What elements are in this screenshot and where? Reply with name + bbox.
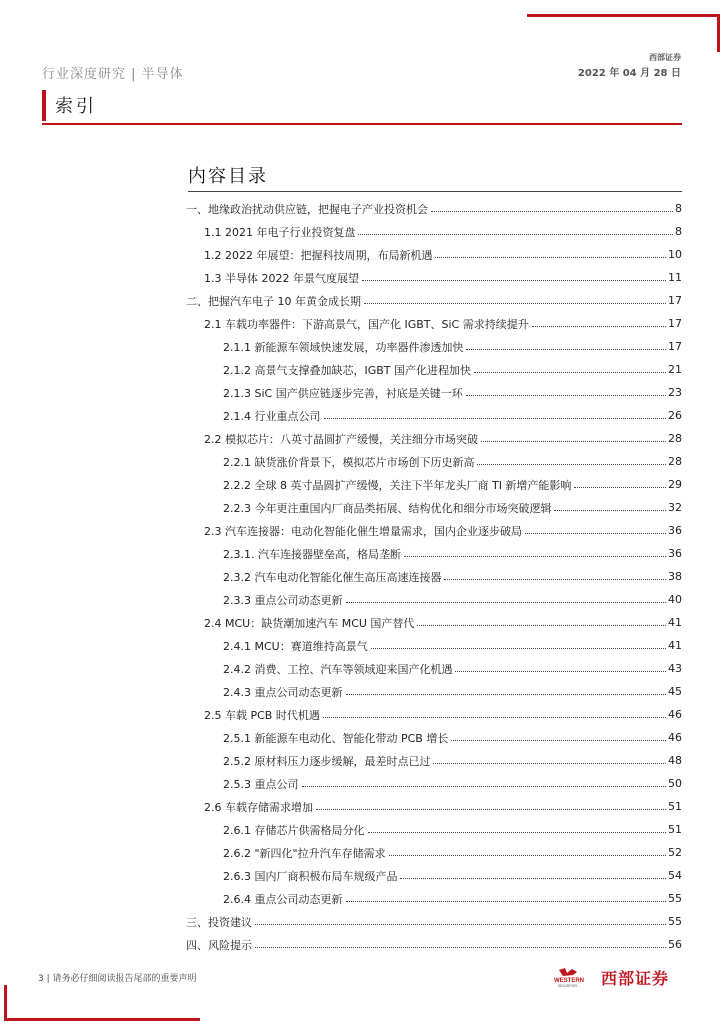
toc-entry-label: 2.4.3 重点公司动态更新 bbox=[223, 685, 343, 699]
corner-decoration-bottom-vertical bbox=[4, 985, 7, 1021]
toc-entry-page: 26 bbox=[668, 409, 682, 422]
section-title: 索引 bbox=[55, 96, 97, 117]
toc-entry-page: 43 bbox=[668, 662, 682, 675]
toc-entry[interactable] bbox=[186, 496, 682, 519]
toc-entry-page: 52 bbox=[668, 846, 682, 859]
toc-dot-leader bbox=[451, 740, 666, 741]
toc-dot-leader bbox=[316, 809, 666, 810]
toc-dot-leader bbox=[346, 694, 667, 695]
toc-entry-page: 29 bbox=[668, 478, 682, 491]
toc-entry[interactable] bbox=[186, 220, 682, 243]
toc-dot-leader bbox=[444, 579, 666, 580]
toc-entry-page: 8 bbox=[675, 202, 682, 215]
toc-entry[interactable] bbox=[186, 266, 682, 289]
toc-entry-page: 46 bbox=[668, 708, 682, 721]
toc-entry-page: 51 bbox=[668, 823, 682, 836]
toc-entry-page: 55 bbox=[668, 915, 682, 928]
toc-entry[interactable] bbox=[186, 312, 682, 335]
toc-entry[interactable] bbox=[186, 335, 682, 358]
toc-entry[interactable] bbox=[186, 772, 682, 795]
toc-dot-leader bbox=[255, 924, 666, 925]
toc-entry-page: 46 bbox=[668, 731, 682, 744]
corner-decoration-bottom bbox=[4, 1018, 200, 1021]
toc-dot-leader bbox=[371, 648, 666, 649]
logo-small-text: WESTERN bbox=[554, 978, 584, 984]
toc-dot-leader bbox=[455, 671, 666, 672]
toc-dot-leader bbox=[324, 418, 667, 419]
toc-entry[interactable] bbox=[186, 197, 682, 220]
toc-dot-leader bbox=[404, 556, 666, 557]
toc-entry[interactable] bbox=[186, 358, 682, 381]
toc-dot-leader bbox=[435, 257, 666, 258]
toc-entry[interactable] bbox=[186, 243, 682, 266]
toc-entry[interactable] bbox=[186, 910, 682, 933]
toc-entry-label: 2.1.4 行业重点公司 bbox=[223, 409, 321, 423]
toc-dot-leader bbox=[368, 832, 667, 833]
toc-entry-label: 2.3.3 重点公司动态更新 bbox=[223, 593, 343, 607]
toc-entry-label: 二、把握汽车电子 10 年黄金成长期 bbox=[186, 294, 361, 308]
toc-entry[interactable] bbox=[186, 657, 682, 680]
toc-entry[interactable] bbox=[186, 450, 682, 473]
toc-dot-leader bbox=[554, 510, 666, 511]
toc-dot-leader bbox=[362, 280, 666, 281]
toc-dot-leader bbox=[346, 602, 667, 603]
logo-text: 西部证券 bbox=[601, 969, 670, 988]
toc-entry-page: 48 bbox=[668, 754, 682, 767]
toc-entry-label: 2.4.1 MCU：赛道维持高景气 bbox=[223, 639, 368, 653]
header-brand: 西部证券 bbox=[649, 53, 681, 62]
toc-entry-page: 8 bbox=[675, 225, 682, 238]
toc-entry-label: 2.6 车载存储需求增加 bbox=[204, 800, 313, 814]
toc-entry-label: 三、投资建议 bbox=[186, 915, 252, 929]
toc-entry-page: 17 bbox=[668, 294, 682, 307]
toc-entry[interactable] bbox=[186, 887, 682, 910]
toc-entry[interactable] bbox=[186, 749, 682, 772]
toc-entry[interactable] bbox=[186, 611, 682, 634]
toc-dot-leader bbox=[532, 326, 666, 327]
toc-entry-page: 17 bbox=[668, 317, 682, 330]
toc-entry-page: 40 bbox=[668, 593, 682, 606]
toc-entry-label: 2.5.2 原材料压力逐步缓解，最差时点已过 bbox=[223, 754, 431, 768]
toc-dot-leader bbox=[302, 786, 667, 787]
toc-entry-page: 21 bbox=[668, 363, 682, 376]
toc-dot-leader bbox=[364, 303, 666, 304]
report-category: 行业深度研究 | 半导体 bbox=[42, 67, 184, 82]
toc-entry-page: 11 bbox=[668, 271, 682, 284]
toc-entry-label: 1.1 2021 年电子行业投资复盘 bbox=[204, 225, 356, 239]
toc-entry[interactable] bbox=[186, 289, 682, 312]
toc-entry-page: 41 bbox=[668, 639, 682, 652]
toc-dot-leader bbox=[346, 901, 667, 902]
toc-dot-leader bbox=[400, 878, 666, 879]
toc-entry-label: 2.2.2 全球 8 英寸晶圆扩产缓慢，关注下半年龙头厂商 TI 新增产能影响 bbox=[223, 478, 572, 492]
toc-entry-label: 2.1.2 高景气支撑叠加缺芯，IGBT 国产化进程加快 bbox=[223, 363, 472, 377]
toc-entry[interactable] bbox=[186, 404, 682, 427]
toc-entry-label: 2.6.4 重点公司动态更新 bbox=[223, 892, 343, 906]
toc-dot-leader bbox=[477, 464, 666, 465]
toc-entry-label: 2.6.2 "新四化"拉升汽车存储需求 bbox=[223, 846, 386, 860]
toc-entry-label: 2.1.3 SiC 国产供应链逐步完善，衬底是关键一环 bbox=[223, 386, 463, 400]
section-marker bbox=[42, 90, 46, 121]
toc-entry[interactable] bbox=[186, 726, 682, 749]
toc-dot-leader bbox=[417, 625, 666, 626]
toc-entry[interactable] bbox=[186, 680, 682, 703]
toc-dot-leader bbox=[431, 211, 673, 212]
footer-text bbox=[38, 971, 197, 984]
toc-entry-page: 38 bbox=[668, 570, 682, 583]
toc-entry-label: 2.3 汽车连接器：电动化智能化催生增量需求，国内企业逐步破局 bbox=[204, 524, 522, 538]
toc-entry-label: 2.4 MCU：缺货潮加速汽车 MCU 国产替代 bbox=[204, 616, 415, 630]
toc-entry-label: 2.2.3 今年更注重国内厂商品类拓展、结构优化和细分市场突破逻辑 bbox=[223, 501, 552, 515]
toc-entry-page: 28 bbox=[668, 432, 682, 445]
toc-entry-page: 50 bbox=[668, 777, 682, 790]
toc-dot-leader bbox=[525, 533, 666, 534]
toc-entry[interactable] bbox=[186, 703, 682, 726]
footer-disclaimer: 请务必仔细阅读报告尾部的重要声明 bbox=[52, 974, 197, 984]
toc-dot-leader bbox=[474, 372, 666, 373]
toc-entry-label: 1.3 半导体 2022 年景气度展望 bbox=[204, 271, 359, 285]
toc-entry-label: 1.2 2022 年展望：把握科技周期，布局新机遇 bbox=[204, 248, 433, 262]
toc-entry[interactable] bbox=[186, 542, 682, 565]
toc-entry-label: 2.5.3 重点公司 bbox=[223, 777, 299, 791]
western-logo-icon bbox=[553, 966, 597, 988]
toc-entry[interactable] bbox=[186, 795, 682, 818]
toc-entry-label: 四、风险提示 bbox=[186, 938, 252, 952]
toc-title: 内容目录 bbox=[188, 166, 268, 187]
toc-dot-leader bbox=[255, 947, 666, 948]
corner-decoration-top-vertical bbox=[717, 14, 720, 52]
toc-entry-label: 2.1.1 新能源车领域快速发展，功率器件渗透加快 bbox=[223, 340, 464, 354]
toc-entry-page: 36 bbox=[668, 524, 682, 537]
company-logo bbox=[553, 966, 685, 988]
toc-entry-page: 17 bbox=[668, 340, 682, 353]
toc-dot-leader bbox=[466, 349, 666, 350]
toc-entry-label: 2.6.3 国内厂商积极布局车规级产品 bbox=[223, 869, 398, 883]
table-of-contents bbox=[186, 197, 682, 956]
toc-entry[interactable] bbox=[186, 841, 682, 864]
toc-entry-page: 51 bbox=[668, 800, 682, 813]
section-divider bbox=[42, 123, 682, 125]
toc-entry-label: 2.5.1 新能源车电动化、智能化带动 PCB 增长 bbox=[223, 731, 449, 745]
toc-entry-label: 2.3.1. 汽车连接器壁垒高，格局垄断 bbox=[223, 547, 401, 561]
toc-entry[interactable] bbox=[186, 381, 682, 404]
toc-divider bbox=[188, 191, 682, 192]
toc-entry-label: 2.1 车载功率器件：下游高景气，国产化 IGBT、SiC 需求持续提升 bbox=[204, 317, 529, 331]
toc-dot-leader bbox=[466, 395, 666, 396]
toc-entry-label: 2.4.2 消费、工控、汽车等领域迎来国产化机遇 bbox=[223, 662, 453, 676]
toc-dot-leader bbox=[358, 234, 673, 235]
toc-entry-label: 2.6.1 存储芯片供需格局分化 bbox=[223, 823, 365, 837]
toc-entry-page: 55 bbox=[668, 892, 682, 905]
toc-entry-page: 56 bbox=[668, 938, 682, 951]
toc-entry-page: 32 bbox=[668, 501, 682, 514]
toc-entry[interactable] bbox=[186, 427, 682, 450]
toc-entry[interactable] bbox=[186, 519, 682, 542]
toc-entry[interactable] bbox=[186, 565, 682, 588]
toc-entry-page: 45 bbox=[668, 685, 682, 698]
toc-entry[interactable] bbox=[186, 864, 682, 887]
toc-entry-page: 36 bbox=[668, 547, 682, 560]
toc-entry[interactable] bbox=[186, 473, 682, 496]
report-date: 2022 年 04 月 28 日 bbox=[577, 68, 681, 79]
footer-separator: | bbox=[46, 974, 53, 984]
toc-entry[interactable] bbox=[186, 634, 682, 657]
toc-entry[interactable] bbox=[186, 933, 682, 956]
toc-entry-label: 2.3.2 汽车电动化智能化催生高压高速连接器 bbox=[223, 570, 442, 584]
toc-entry-page: 54 bbox=[668, 869, 682, 882]
toc-entry-page: 28 bbox=[668, 455, 682, 468]
toc-entry-label: 2.2.1 缺货涨价背景下，模拟芯片市场创下历史新高 bbox=[223, 455, 475, 469]
toc-dot-leader bbox=[433, 763, 666, 764]
toc-dot-leader bbox=[389, 855, 666, 856]
toc-dot-leader bbox=[481, 441, 666, 442]
toc-entry-page: 23 bbox=[668, 386, 682, 399]
toc-entry[interactable] bbox=[186, 818, 682, 841]
corner-decoration-top bbox=[527, 14, 720, 17]
toc-entry-label: 2.2 模拟芯片：八英寸晶圆扩产缓慢，关注细分市场突破 bbox=[204, 432, 478, 446]
toc-entry-page: 10 bbox=[668, 248, 682, 261]
page-number: 3 bbox=[38, 974, 44, 984]
toc-entry-page: 41 bbox=[668, 616, 682, 629]
toc-dot-leader bbox=[323, 717, 666, 718]
toc-entry-label: 2.5 车载 PCB 时代机遇 bbox=[204, 708, 320, 722]
toc-dot-leader bbox=[574, 487, 666, 488]
logo-sub-text: SECURITIES bbox=[558, 984, 578, 988]
toc-entry-label: 一、地缘政治扰动供应链，把握电子产业投资机会 bbox=[186, 202, 428, 216]
toc-entry[interactable] bbox=[186, 588, 682, 611]
